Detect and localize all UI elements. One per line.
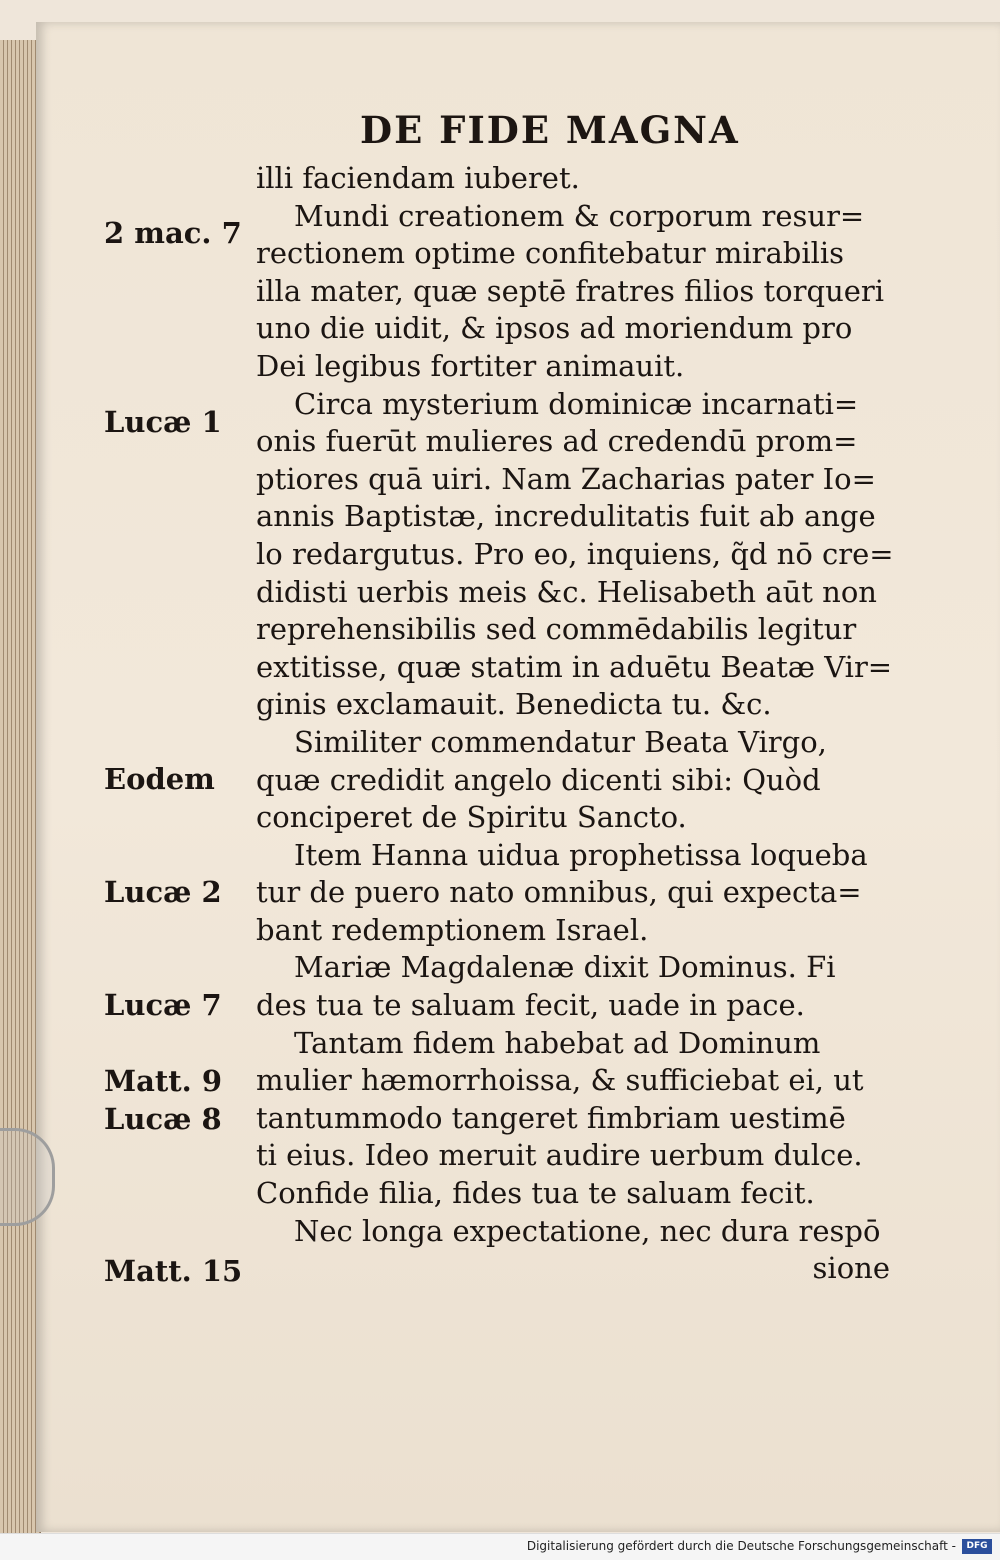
footer-credit: Digitalisierung gefördert durch die Deutsche Forschungsgemeinschaft - <box>526 1539 956 1553</box>
text-line: Nec longa expectatione, nec dura respō <box>294 1213 881 1248</box>
footer-bar <box>0 1533 1000 1560</box>
dfg-logo-icon: DFG <box>962 1539 992 1554</box>
text-line: Circa mysterium dominicæ incarnati= <box>294 386 859 421</box>
text-line: sione <box>812 1251 890 1286</box>
text-line: tantummodo tangeret fimbriam uestimē <box>256 1100 846 1135</box>
margin-note: Matt. 9 <box>104 1064 223 1098</box>
text-line: annis Baptistæ, incredulitatis fuit ab ange <box>256 499 876 534</box>
text-line: Mundi creationem & corporum resur= <box>294 198 865 233</box>
text-line: tur de puero nato omnibus, qui expecta= <box>256 875 862 910</box>
text-line: ginis exclamauit. Benedicta tu. &c. <box>256 687 772 722</box>
text-line: illi faciendam iuberet. <box>256 161 580 195</box>
margin-note: Matt. 15 <box>104 1254 243 1288</box>
text-line: didisti uerbis meis &c. Helisabeth aūt non <box>256 574 877 609</box>
book-page-edges <box>0 40 41 1540</box>
body-text <box>256 160 906 1288</box>
margin-note: Lucæ 1 <box>104 405 222 439</box>
text-line: des tua te saluam fecit, uade in pace. <box>256 988 805 1023</box>
text-line: Confide filia, fides tua te saluam fecit. <box>256 1176 815 1211</box>
text-line: quæ credidit angelo dicenti sibi: Quòd <box>256 762 821 797</box>
text-line: ti eius. Ideo meruit audire uerbum dulce. <box>256 1138 863 1173</box>
text-line: Similiter commendatur Beata Virgo, <box>294 724 827 759</box>
text-line: conciperet de Spiritu Sancto. <box>256 800 687 835</box>
text-line: ptiores quā uiri. Nam Zacharias pater Io= <box>256 461 876 496</box>
margin-note: 2 mac. 7 <box>104 216 242 250</box>
text-line: Tantam fidem habebat ad Dominum <box>294 1025 821 1060</box>
text-line: Mariæ Magdalenæ dixit Dominus. Fi <box>294 950 836 985</box>
margin-note: Eodem <box>104 762 215 796</box>
text-line: extitisse, quæ statim in aduētu Beatæ Vir= <box>256 649 893 684</box>
text-line: lo redargutus. Pro eo, inquiens, q̃d nō cre= <box>256 536 894 571</box>
text-line: rectionem optime confitebatur mirabilis <box>256 236 845 271</box>
text-line: onis fuerūt mulieres ad credendū prom= <box>256 424 858 459</box>
text-line: reprehensibilis sed commēdabilis legitur <box>256 612 857 647</box>
text-line: illa mater, quæ septē fratres filios torqueri <box>256 273 885 308</box>
text-line: uno die uidit, & ipsos ad moriendum pro <box>256 311 853 346</box>
margin-note: Lucæ 7 <box>104 988 222 1022</box>
text-line: Item Hanna uidua prophetissa loqueba <box>294 837 868 872</box>
margin-note: Lucæ 2 <box>104 875 222 909</box>
text-line: bant redemptionem Israel. <box>256 912 649 947</box>
text-line: Dei legibus fortiter animauit. <box>256 348 685 383</box>
margin-note: Lucæ 8 <box>104 1102 222 1136</box>
text-line: mulier hæmorrhoissa, & sufficiebat ei, ut <box>256 1063 864 1098</box>
running-header: DE FIDE MAGNA <box>360 108 740 152</box>
